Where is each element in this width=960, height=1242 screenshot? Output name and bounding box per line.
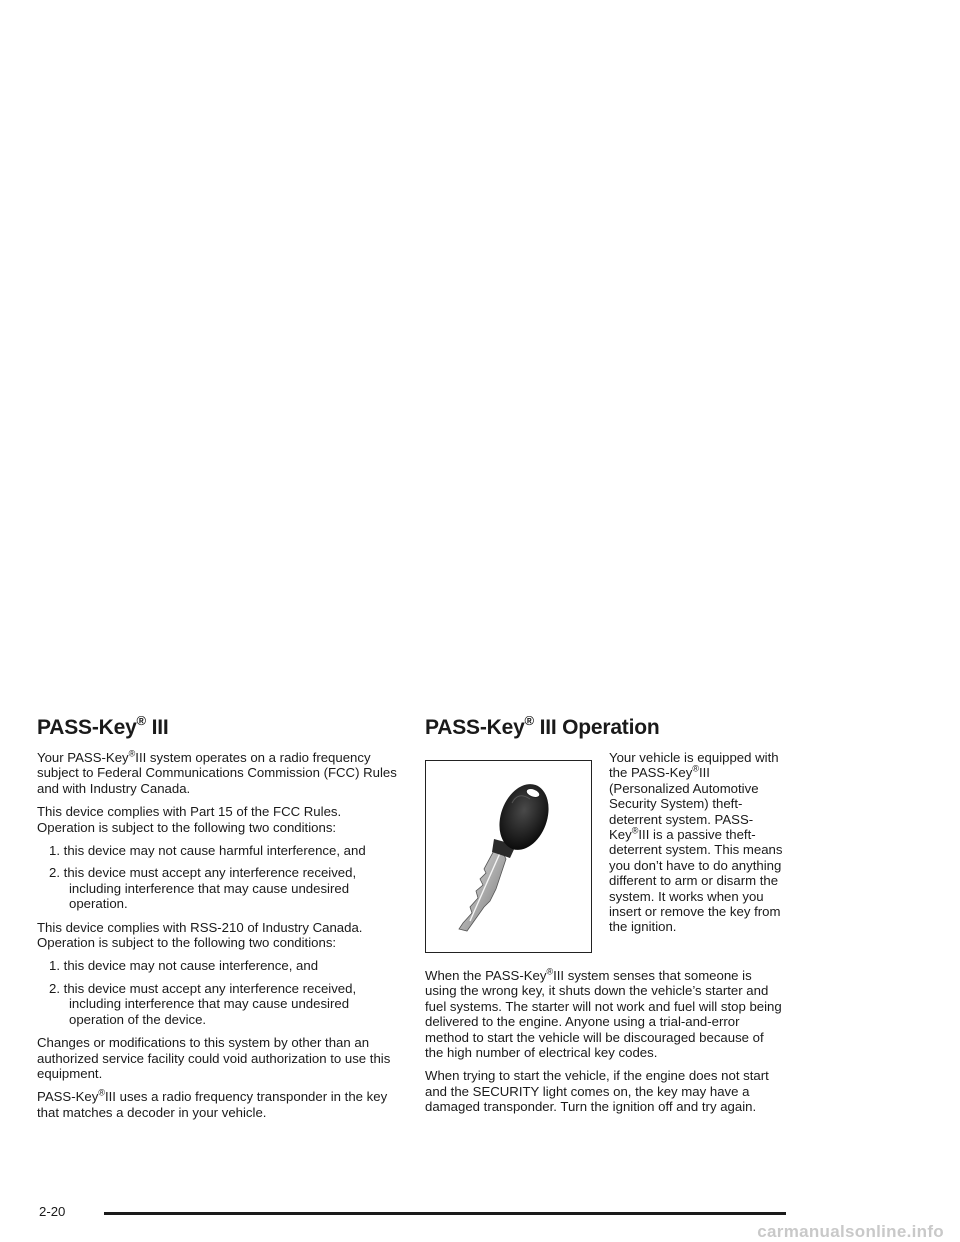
left-column bbox=[37, 715, 397, 1128]
heading-text: PASS-Key bbox=[425, 716, 525, 739]
registered-mark: ® bbox=[692, 764, 699, 775]
ignition-key-icon bbox=[426, 761, 591, 952]
key-description-text: Your vehicle is equipped with the PASS-Key®III (Personalized Automotive Security System) theft-deterrent system. PASS-Key®III is a passive theft-deterrent system. This means you don’t have to do anything different to arm or disarm the system. It works when you insert or remove the key from the ignition. bbox=[609, 750, 783, 935]
transponder-paragraph: PASS-Key®III uses a radio frequency transponder in the key that matches a decoder in your vehicle. bbox=[37, 1087, 388, 1120]
rss-conditions-list bbox=[37, 958, 397, 1027]
right-column bbox=[425, 715, 785, 1123]
section-title-pass-key bbox=[37, 715, 397, 738]
registered-mark: ® bbox=[524, 713, 534, 728]
registered-mark: ® bbox=[98, 1087, 105, 1098]
wrong-key-paragraph: When the PASS-Key®III system senses that someone is using the wrong key, it shuts down the vehicle’s starter and fuel systems. The starter will not work and fuel will stop being delivered to the engine. Anyone using a trial-and-error method to start the vehicle will be discouraged because of the high number of electrical key codes. bbox=[425, 966, 782, 1061]
registered-mark: ® bbox=[631, 825, 639, 836]
security-light-paragraph: When trying to start the vehicle, if the engine does not start and the SECURITY light comes on, the key may have a damaged transponder. Turn the ignition off and try again. bbox=[425, 1068, 769, 1115]
registered-mark: ® bbox=[136, 713, 146, 728]
intro-paragraph: Your PASS-Key®III system operates on a radio frequency subject to Federal Communications Commission (FCC) Rules and with Industry Canada. bbox=[37, 748, 397, 796]
heading-suffix: III Operation bbox=[533, 716, 660, 739]
heading-suffix: III bbox=[145, 716, 169, 739]
page-number: 2-20 bbox=[39, 1204, 66, 1219]
rss-paragraph: This device complies with RSS-210 of Industry Canada. Operation is subject to the following two conditions: bbox=[37, 919, 363, 951]
heading-text: PASS-Key bbox=[37, 716, 137, 739]
changes-paragraph: Changes or modifications to this system by other than an authorized service facility could void authorization to use this equipment. bbox=[37, 1035, 391, 1081]
key-illustration-frame bbox=[425, 760, 592, 953]
key-illustration-block bbox=[425, 750, 785, 958]
list-item: 2. this device must accept any interference received, including interference that may cause undesired operation of the device. bbox=[49, 980, 357, 1027]
watermark: carmanualsonline.info bbox=[757, 1222, 944, 1241]
section-title-pass-key-operation bbox=[425, 715, 785, 738]
registered-mark: ® bbox=[128, 748, 136, 759]
list-item: 1. this device may not cause harmful interference, and bbox=[49, 843, 366, 859]
footer-rule bbox=[104, 1212, 786, 1215]
list-item: 1. this device may not cause interference, and bbox=[49, 958, 319, 974]
registered-mark: ® bbox=[546, 966, 554, 977]
list-item: 2. this device must accept any interference received, including interference that may cause undesired operation. bbox=[49, 865, 357, 912]
fcc-conditions-list bbox=[37, 843, 397, 912]
fcc-paragraph: This device complies with Part 15 of the FCC Rules. Operation is subject to the following two conditions: bbox=[37, 804, 342, 835]
